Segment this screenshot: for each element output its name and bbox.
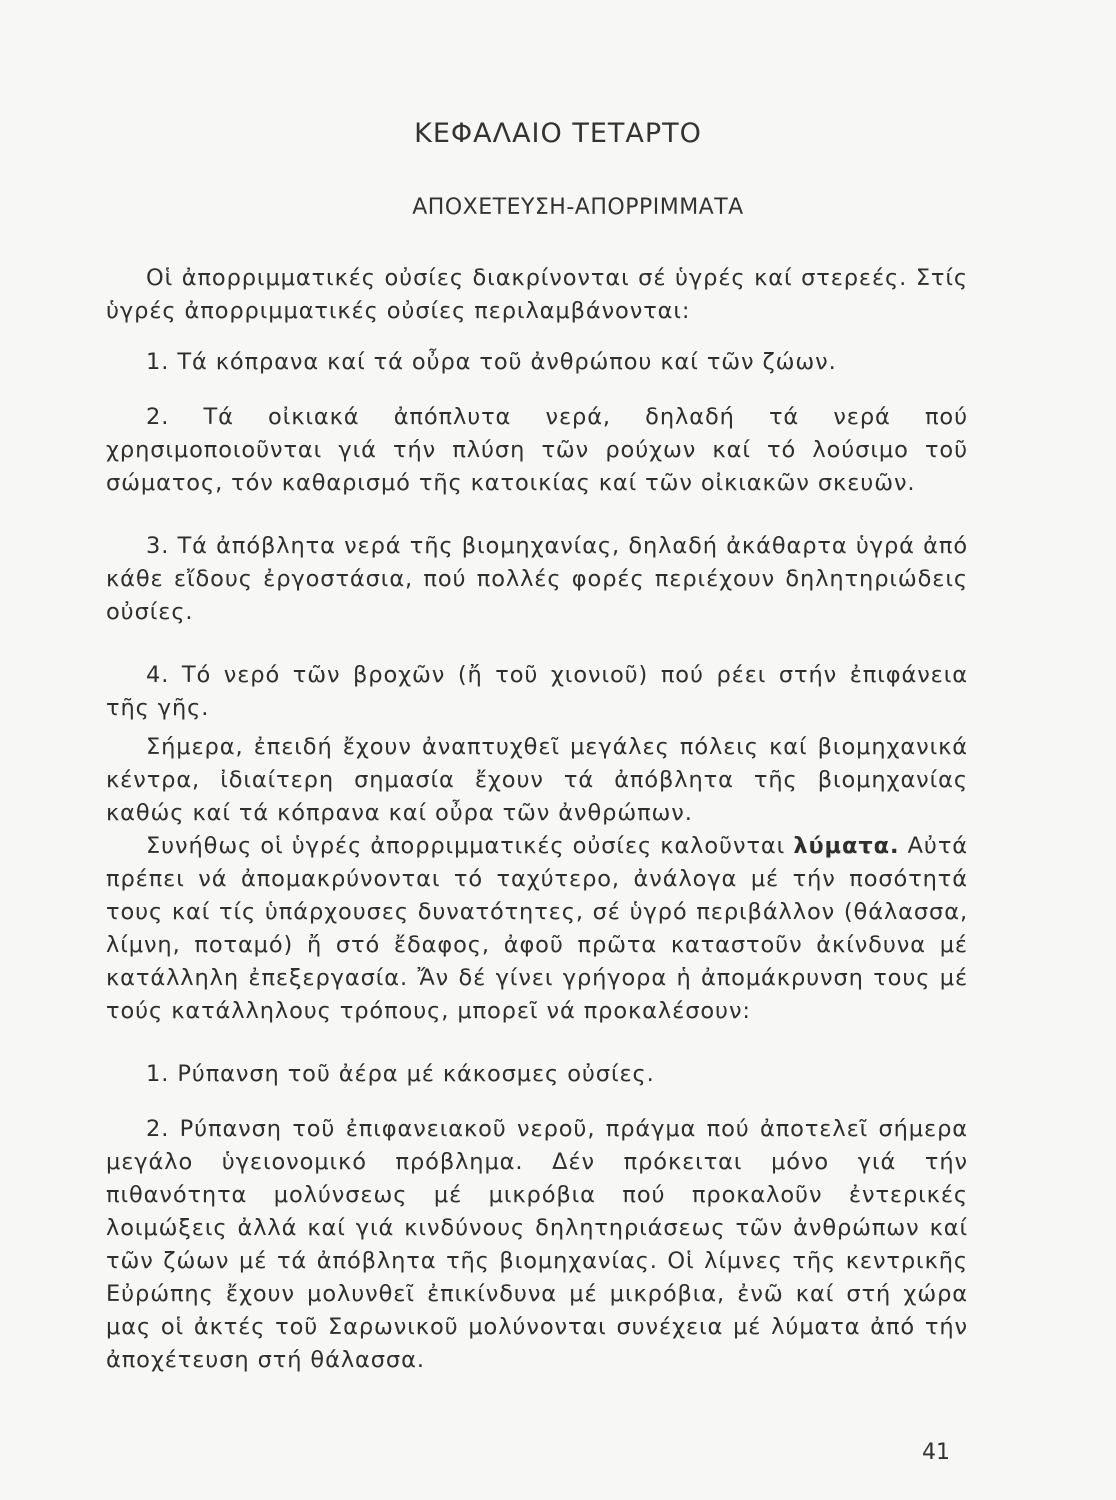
paragraph-usually — [106, 830, 968, 1028]
paragraph-today: Σήμερα, ἐπειδή ἔχουν ἀναπτυχθεῖ μεγάλες πόλεις καί βιομηχανικά κέντρα, ἰδιαίτερη σημασία ἔχουν τά ἀπόβλητα τῆς βιομηχανίας καθώς καί τά κόπρανα καί οὖρα τῶν ἀνθρώπων. — [106, 734, 968, 826]
list-item: 1. Ρύπανση τοῦ ἀέρα μέ κάκοσμες οὐσίες. — [146, 1061, 655, 1087]
list-item: 2. Ρύπανση τοῦ ἐπιφανειακοῦ νεροῦ, πράγμα πού ἀποτελεῖ σήμερα μεγάλο ὑγειονομικό πρόβλημα. Δέν πρόκειται μόνο γιά τήν πιθανότητα μολύνσεως μέ μικρόβια πού προκαλοῦν ἐντερικές λοιμώξεις ἀλλά καί γιά κινδύνους δηλητηριάσεως τῶν ἀνθρώπων καί τῶν ζώων μέ τά ἀπόβλητα τῆς βιομηχανίας. Οἱ λίμνες τῆς κεντρικῆς Εὐρώπης ἔχουν μολυνθεῖ ἐπικίνδυνα μέ μικρόβια, ἐνῶ καί στή χώρα μας οἱ ἀκτές τοῦ Σαρωνικοῦ μολύνονται συνέχεια μέ λύματα ἀπό τήν ἀποχέτευση στή θάλασσα. — [106, 1116, 968, 1373]
list-item: 2. Τά οἰκιακά ἀπόπλυτα νερά, δηλαδή τά νερά πού χρησιμοποιοῦνται γιά τήν πλύση τῶν ρούχων καί τό λούσιμο τοῦ σώματος, τόν καθαρισμό τῆς κατοικίας καί τῶν οἰκιακῶν σκευῶν. — [106, 404, 968, 496]
intro-paragraph: Οἱ ἀπορριμματικές οὐσίες διακρίνονται σέ ὑγρές καί στερεές. Στίς ὑγρές ἀπορριμματικές οὐσίες περιλαμβάνονται: — [106, 265, 968, 324]
paragraph-usually-end: Αὐτά πρέπει νά ἀπομακρύνονται τό ταχύτερο, ἀνάλογα μέ τήν ποσότητά τους καί τίς ὑπάρχουσες δυνατότητες, σέ ὑγρό περιβάλλον (θάλασσα, λίμνη, ποταμό) ἤ στό ἔδαφος, ἀφοῦ πρῶτα καταστοῦν ἀκίνδυνα μέ κατάλληλη ἐπεξεργασία. Ἄν δέ γίνει γρήγορα ἡ ἀπομάκρυνση τους μέ τούς κατάλληλους τρόπους, μπορεῖ νά προκαλέσουν: — [106, 833, 968, 1024]
section-title: ΑΠΟΧΕΤΕΥΣΗ-ΑΠΟΡΡΙΜΜΑΤΑ — [412, 195, 744, 220]
term-lymata: λύματα. — [793, 833, 900, 859]
paragraph-usually-start: Συνήθως οἱ ὑγρές ἀπορριμματικές οὐσίες καλοῦνται — [146, 833, 794, 859]
page-number: 41 — [922, 1440, 950, 1465]
chapter-title: ΚΕΦΑΛΑΙΟ ΤΕΤΑΡΤΟ — [414, 118, 702, 149]
list-item: 4. Τό νερό τῶν βροχῶν (ἤ τοῦ χιονιοῦ) πού ρέει στήν ἐπιφάνεια τῆς γῆς. — [106, 662, 968, 721]
list-item: 1. Τά κόπρανα καί τά οὖρα τοῦ ἀνθρώπου καί τῶν ζώων. — [146, 349, 837, 375]
list-item: 3. Τά ἀπόβλητα νερά τῆς βιομηχανίας, δηλαδή ἀκάθαρτα ὑγρά ἀπό κάθε εἴδους ἐργοστάσια, πού πολλές φορές περιέχουν δηλητηριώδεις οὐσίες. — [106, 533, 968, 625]
body-text — [106, 262, 968, 1377]
